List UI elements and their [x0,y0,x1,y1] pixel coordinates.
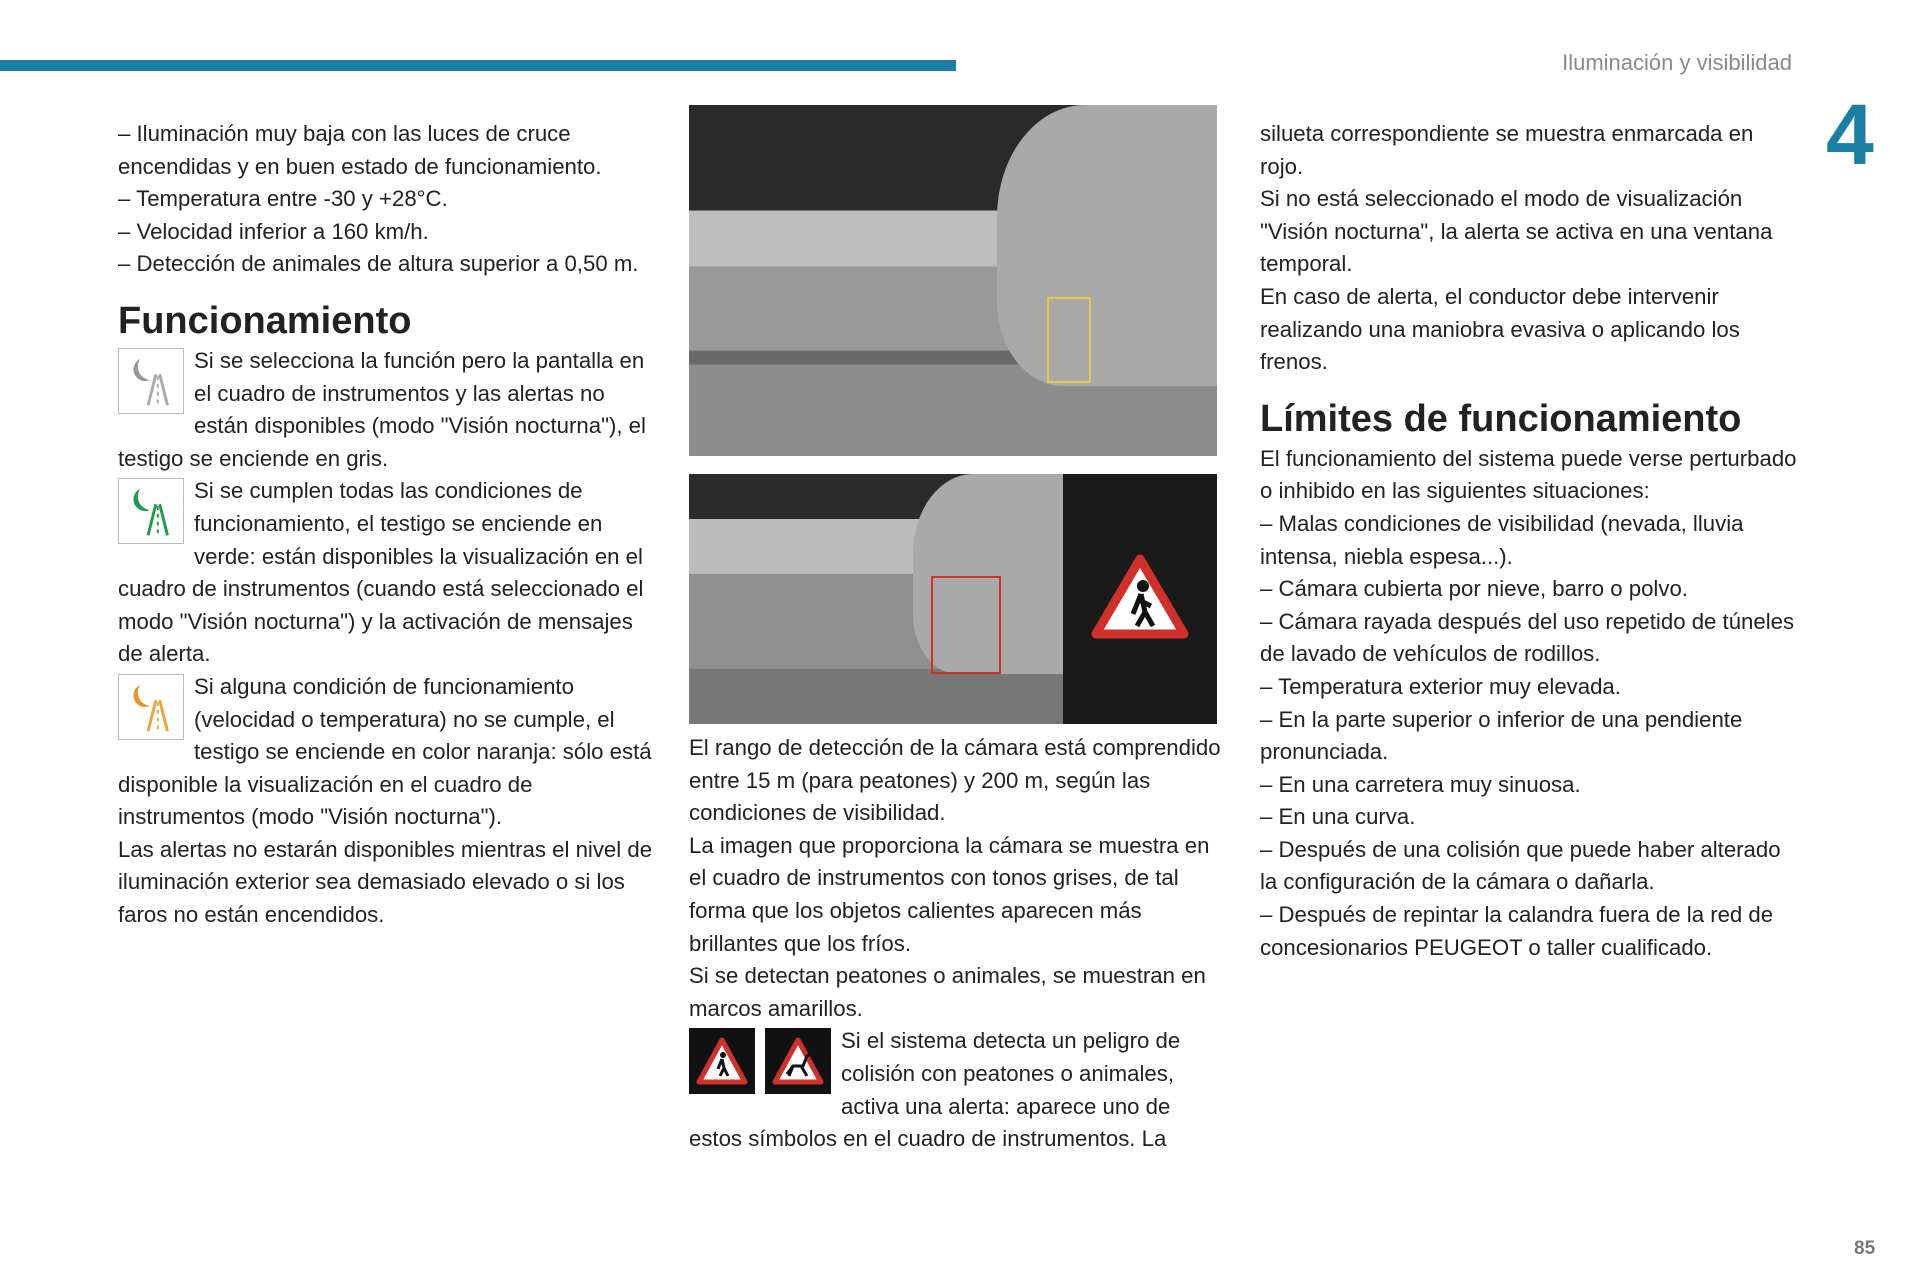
bullet: – Después de repintar la calandra fuera de la red de concesionarios PEUGEOT o taller cualificado. [1260,902,1774,960]
bullet: – Después de una colisión que puede haber alterado la configuración de la cámara o dañarla. [1260,836,1781,895]
thermal-image-collision-alert [689,474,1217,724]
bullet: – Velocidad inferior a 160 km/h. [118,218,429,244]
bullet: – Detección de animales de altura superior a 0,50 m. [118,251,639,277]
bullet: – En una carretera muy sinuosa. [1260,771,1581,797]
column-right [1260,118,1800,964]
bullet: – En una curva. [1260,804,1416,830]
page-number: 85 [1854,1238,1876,1259]
thermal-image-pedestrian-detected [689,105,1217,456]
para: silueta correspondiente se muestra enmarcada en rojo. [1260,121,1754,179]
para: En caso de alerta, el conductor debe intervenir realizando una maniobra evasiva o aplicando los frenos. [1260,283,1740,375]
section-title: Iluminación y visibilidad [1562,50,1792,75]
para-grey: Si se selecciona la función pero la pantalla en el cuadro de instrumentos y las alertas no están disponibles (modo "Visión nocturna"), el testigo se enciende en gris. [118,347,646,471]
column-middle [689,732,1229,1156]
bullet: – Cámara rayada después del uso repetido de túneles de lavado de vehículos de rodillos. [1260,608,1795,667]
trees [997,105,1217,386]
animal-alert-icon [765,1028,831,1094]
para-green: Si se cumplen todas las condiciones de funcionamiento, el testigo se enciende en verde: están disponibles la visualización en el cuadro de instrumentos (cuando está seleccionado el modo "Visión nocturna") y la activación de mensajes de alerta. [118,478,644,667]
bullet: – Malas condiciones de visibilidad (nevada, lluvia intensa, niebla espesa...). [1260,510,1744,569]
heading-limites: Límites de funcionamiento [1260,397,1742,440]
night-vision-green-icon [118,478,184,544]
para-final: Las alertas no estarán disponibles mientras el nivel de iluminación exterior sea demasiado elevado o si los faros no están encendidos. [118,836,653,928]
bullet: – Temperatura exterior muy elevada. [1260,673,1621,699]
alert-panel [1063,474,1217,724]
pedestrian-alert-icon [689,1028,755,1094]
para-orange: Si alguna condición de funcionamiento (velocidad o temperatura) no se cumple, el testigo se enciende en color naranja: sólo está disponible la visualización en el cuadro de instrumentos (modo "Visión nocturna"). [118,673,652,830]
red-detection-frame [931,576,1001,674]
night-vision-grey-icon [118,348,184,414]
para: Si se detectan peatones o animales, se muestran en marcos amarillos. [689,963,1206,1021]
heading-funcionamiento: Funcionamiento [118,299,412,342]
night-vision-orange-icon [118,674,184,740]
bullet: – Cámara cubierta por nieve, barro o polvo. [1260,576,1688,602]
bullet: – Iluminación muy baja con las luces de cruce encendidas y en buen estado de funcionamiento. [118,121,602,179]
pedestrian-warning-icon [1063,474,1217,724]
para: El rango de detección de la cámara está comprendido entre 15 m (para peatones) y 200 m, según las condiciones de visibilidad. [689,735,1221,826]
yellow-detection-frame [1047,297,1091,383]
para-alert: Si el sistema detecta un peligro de colisión con peatones o animales, activa una alerta: aparece uno de estos símbolos en el cuadro de instrumentos. La [689,1028,1181,1152]
para: La imagen que proporciona la cámara se muestra en el cuadro de instrumentos con tonos grises, de tal forma que los objetos calientes aparecen más brillantes que los fríos. [689,832,1210,956]
column-left [118,118,658,932]
bullet: – En la parte superior o inferior de una pendiente pronunciada. [1260,706,1743,765]
header-accent-bar [0,60,956,71]
bullet: – Temperatura entre -30 y +28°C. [118,186,448,212]
intro: El funcionamiento del sistema puede verse perturbado o inhibido en las siguientes situaciones: [1260,445,1797,504]
para: Si no está seleccionado el modo de visualización "Visión nocturna", la alerta se activa en una ventana temporal. [1260,186,1773,277]
chapter-number: 4 [1826,87,1874,183]
